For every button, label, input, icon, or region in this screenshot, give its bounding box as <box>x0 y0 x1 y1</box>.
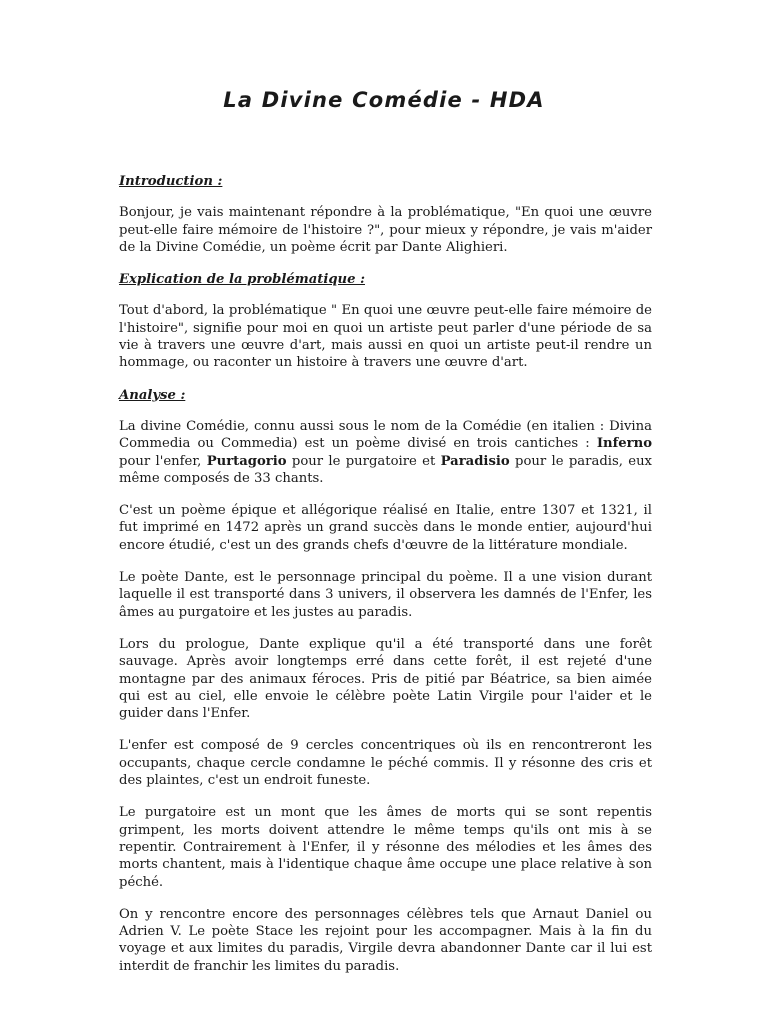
section-heading-analyse: Analyse : <box>119 387 186 403</box>
analyse-paragraph-5: L'enfer est composé de 9 cercles concentriques où ils en rencontreront les occupants, chaque cercle condamne le péché commis. Il y résonne des cris et des plaintes, c'est un endroit funeste. <box>119 738 652 789</box>
analyse-p1-text-2: pour l'enfer, <box>119 453 207 469</box>
cantica-inferno: Inferno <box>596 436 652 452</box>
cantica-paradisio: Paradisio <box>440 453 510 469</box>
analyse-paragraph-2: C'est un poème épique et allégorique réalisé en Italie, entre 1307 et 1321, il fut imprimé en 1472 après un grand succès dans le monde entier, aujourd'hui encore étudié, c'est un des grands chefs d'œuvre de la littérature mondiale. <box>119 503 652 553</box>
cantica-purgatorio: Purtagorio <box>206 453 287 469</box>
document-body <box>119 173 652 990</box>
analyse-paragraph-3: Le poète Dante, est le personnage principal du poème. Il a une vision durant laquelle il est transporté dans 3 univers, il observera les damnés de l'Enfer, les âmes au purgatoire et les justes au paradis. <box>119 570 652 620</box>
analyse-p1-text-3: pour le purgatoire et <box>286 453 441 469</box>
analyse-paragraph-6: Le purgatoire est un mont que les âmes de morts qui se sont repentis grimpent, les morts doivent attendre le même temps qu'ils ont mis à se repentir. Contrairement à l'Enfer, il y résonne des mélodies et les âmes des morts chantent, mais à l'identique chaque âme occupe une place relative à son péché. <box>119 805 652 890</box>
section-heading-introduction: Introduction : <box>119 174 223 189</box>
document-title: La Divine Comédie - HDA <box>223 88 545 112</box>
explication-paragraph: Tout d'abord, la problématique " En quoi une œuvre peut-elle faire mémoire de l'histoire", signifie pour moi en quoi un artiste peut parler d'une période de sa vie à travers une œuvre d'art, mais aussi en quoi un artiste peut-il rendre un hommage, ou raconter un histoire à travers une œuvre d'art. <box>119 303 652 371</box>
analyse-paragraph-7: On y rencontre encore des personnages célèbres tels que Arnaut Daniel ou Adrien V. Le poète Stace les rejoint pour les accompagner. Mais à la fin du voyage et aux limites du paradis, Virgile devra abandonner Dante car il lui est interdit de franchir les limites du paradis. <box>119 906 652 974</box>
analyse-p1-text-1: La divine Comédie, connu aussi sous le nom de la Comédie (en italien : Divina Commedia ou Commedia) est un poème divisé en trois cantiches : <box>119 418 652 452</box>
analyse-paragraph-1 <box>119 418 652 487</box>
analyse-p1-text-4: pour le paradis, eux même composés de 33 chants. <box>119 453 652 486</box>
section-heading-explication: Explication de la problématique : <box>119 272 365 288</box>
analyse-paragraph-4: Lors du prologue, Dante explique qu'il a été transporté dans une forêt sauvage. Après avoir longtemps erré dans cette forêt, il est rejeté d'une montagne par des animaux féroces. Pris de pitié par Béatrice, sa bien aimée qui est au ciel, elle envoie le célèbre poète Latin Virgile pour l'aider et le guider dans l'Enfer. <box>119 636 652 722</box>
intro-paragraph: Bonjour, je vais maintenant répondre à la problématique, "En quoi une œuvre peut-elle faire mémoire de l'histoire ?", pour mieux y répondre, je vais m'aider de la Divine Comédie, un poème écrit par Dante Alighieri. <box>119 205 652 255</box>
